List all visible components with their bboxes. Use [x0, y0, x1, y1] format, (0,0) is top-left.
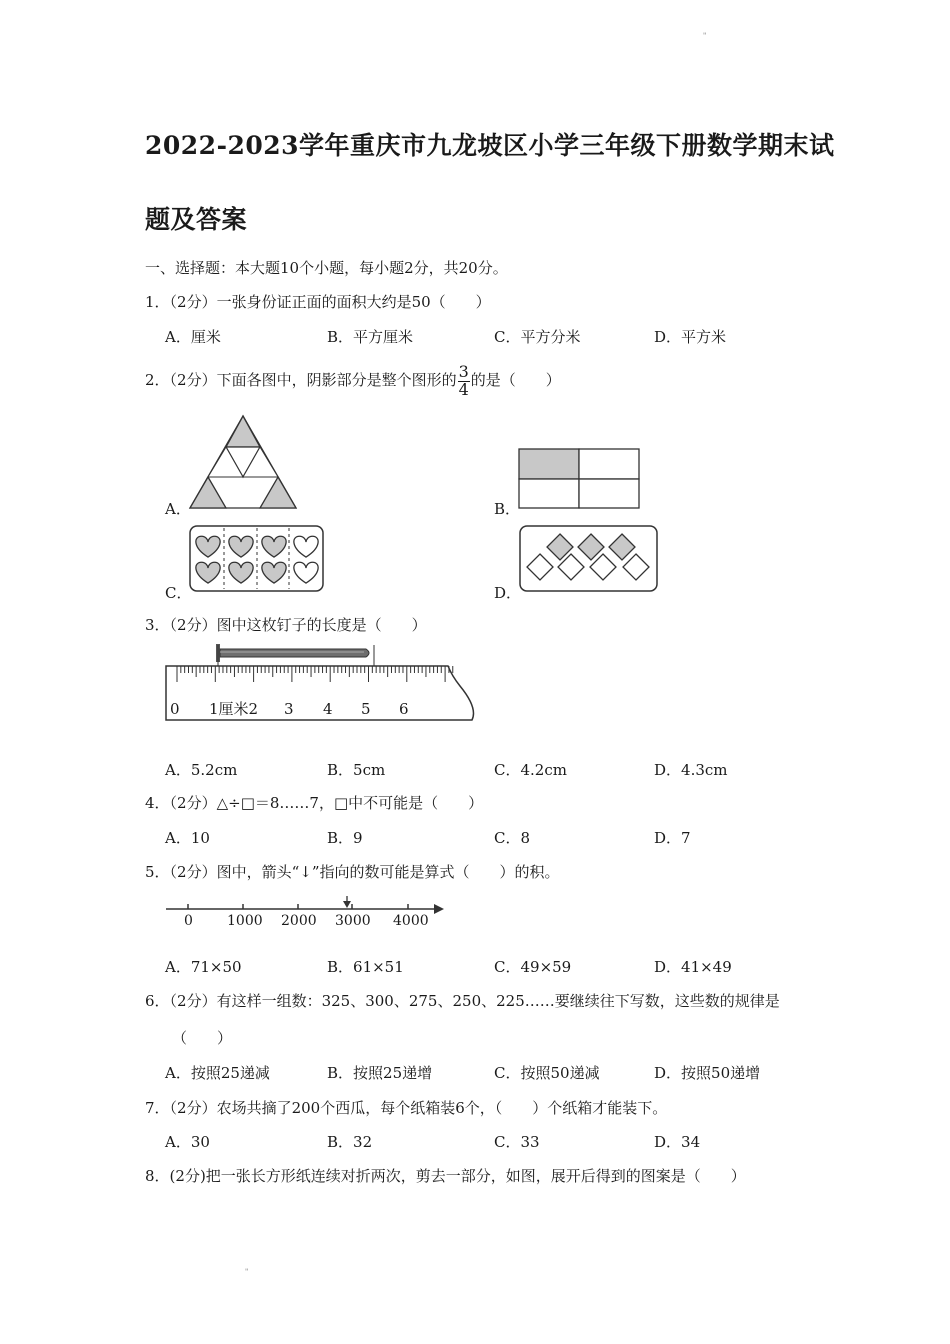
question-5-option-d[interactable]: D．41×49	[654, 958, 732, 976]
nail	[216, 644, 369, 662]
question-7-option-d[interactable]: D．34	[654, 1133, 701, 1151]
ruler-label-6: 6	[399, 700, 409, 718]
ruler-figure	[160, 640, 485, 730]
question-6-option-b[interactable]: B．按照25递增	[327, 1064, 433, 1082]
question-2-stem-before: 2．（2分）下面各图中，阴影部分是整个图形的	[145, 371, 457, 389]
question-4-option-b[interactable]: B．9	[327, 829, 363, 847]
question-2-stem	[145, 364, 561, 398]
question-4-option-d[interactable]: D．7	[654, 829, 691, 847]
question-7-option-a[interactable]: A．30	[165, 1133, 210, 1151]
axis-label-4000: 4000	[393, 913, 429, 929]
figure-d-label[interactable]: D．	[494, 584, 522, 602]
question-6-stem-line2: （ ）	[172, 1029, 233, 1047]
section-heading: 一、选择题：本大题10个小题，每小题2分，共20分。	[145, 259, 508, 277]
question-5-stem: 5．（2分）图中，箭头“↓”指向的数可能是算式（ ）的积。	[145, 863, 560, 881]
question-1-option-a[interactable]: A．厘米	[165, 328, 221, 346]
fraction	[458, 364, 470, 398]
header-mark: "	[703, 32, 707, 40]
question-7-option-c[interactable]: C．33	[494, 1133, 540, 1151]
question-1-option-c[interactable]: C．平方分米	[494, 328, 581, 346]
figure-d-diamonds	[518, 524, 660, 594]
question-2-stem-after: 的是（ ）	[470, 371, 561, 389]
question-8-stem: 8．(2分)把一张长方形纸连续对折两次，剪去一部分，如图，展开后得到的图案是（ ）	[145, 1167, 746, 1185]
question-4-option-c[interactable]: C．8	[494, 829, 531, 847]
axis-label-1000: 1000	[227, 913, 263, 929]
down-arrow-icon	[343, 901, 351, 908]
question-3-option-c[interactable]: C．4.2cm	[494, 761, 567, 779]
question-6-option-d[interactable]: D．按照50递增	[654, 1064, 761, 1082]
question-6-stem-line1: 6．（2分）有这样一组数：325、300、275、250、225……要继续往下写数，这些数的规律是	[145, 992, 780, 1010]
figure-a-triangle	[188, 414, 300, 512]
figure-b-rectangle	[518, 448, 642, 510]
question-3-option-d[interactable]: D．4.3cm	[654, 761, 728, 779]
question-7-stem: 7．（2分）农场共摘了200个西瓜，每个纸箱装6个，（ ）个纸箱才能装下。	[145, 1099, 668, 1117]
ruler-label-4: 4	[323, 700, 333, 718]
question-4-stem: 4．（2分）△÷□＝8……7，□中不可能是（ ）	[145, 794, 484, 812]
question-4-option-a[interactable]: A．10	[165, 829, 210, 847]
figure-b-label[interactable]: B．	[494, 500, 521, 518]
figure-c-hearts	[188, 524, 326, 594]
page-title-line1: 2022-2023学年重庆市九龙坡区小学三年级下册数学期末试	[145, 131, 835, 160]
question-7-option-b[interactable]: B．32	[327, 1133, 373, 1151]
ruler-label-5: 5	[361, 700, 371, 718]
question-6-option-c[interactable]: C．按照50递减	[494, 1064, 600, 1082]
question-1-option-b[interactable]: B．平方厘米	[327, 328, 414, 346]
page-title-line2: 题及答案	[145, 205, 248, 234]
number-line	[160, 894, 450, 930]
figure-c-label[interactable]: C．	[165, 584, 192, 602]
question-5-option-c[interactable]: C．49×59	[494, 958, 572, 976]
question-5-option-b[interactable]: B．61×51	[327, 958, 404, 976]
ruler-label-1: 1厘米2	[209, 700, 259, 718]
question-1-stem: 1．（2分）一张身份证正面的面积大约是50（ ）	[145, 293, 491, 311]
ruler-label-3: 3	[284, 700, 294, 718]
axis-label-3000: 3000	[335, 913, 371, 929]
fraction-numerator: 3	[458, 362, 469, 381]
ruler-label-0: 0	[170, 700, 180, 718]
figure-a-label[interactable]: A．	[165, 500, 191, 518]
question-1-option-d[interactable]: D．平方米	[654, 328, 727, 346]
question-5-option-a[interactable]: A．71×50	[165, 958, 242, 976]
question-6-option-a[interactable]: A．按照25递减	[165, 1064, 270, 1082]
footer-mark: "	[245, 1268, 249, 1276]
axis-label-2000: 2000	[281, 913, 317, 929]
question-3-option-a[interactable]: A．5.2cm	[165, 761, 238, 779]
fraction-denominator: 4	[458, 380, 469, 399]
question-3-stem: 3．（2分）图中这枚钉子的长度是（ ）	[145, 616, 427, 634]
question-3-option-b[interactable]: B．5cm	[327, 761, 386, 779]
axis-label-0: 0	[184, 913, 193, 929]
